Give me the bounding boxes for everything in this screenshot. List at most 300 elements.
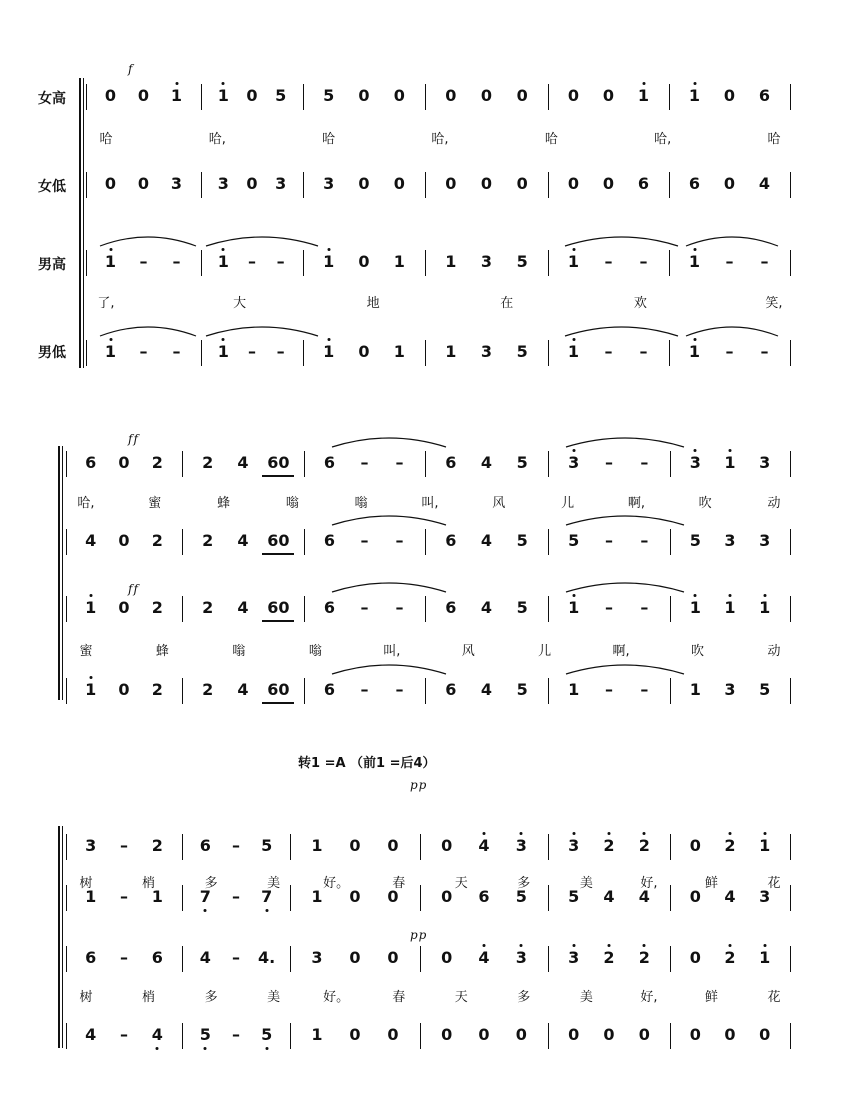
note: 1 [151,887,163,906]
note: 0 [516,174,528,193]
lyric-syllable: 嗡 [285,496,299,511]
note: 2 [202,453,214,472]
note: – [604,252,613,271]
note: – [639,342,648,361]
note: 4 [480,531,493,550]
dynamic-marking: pp [410,928,428,942]
barline [425,529,426,555]
note: 5 [516,252,528,271]
key-change-text: 转1 =A （前1 =后4） [298,756,436,771]
lyric-syllable: 吹 [698,496,712,511]
barline [303,84,304,110]
note: 1 [217,86,229,105]
system-bracket [58,446,60,700]
barline [425,250,426,276]
note: 2 [724,948,736,967]
note: 1 [445,342,457,361]
barline [201,340,202,366]
note: – [395,531,404,550]
note: 0 [393,86,405,105]
note: 1 [323,252,335,271]
lyric-syllable: 梢 [142,876,156,891]
barline [201,250,202,276]
barline [86,250,87,276]
barline [790,834,791,860]
lyric-syllable: 在 [500,296,514,311]
barline [201,172,202,198]
lyric-syllable: 了, [97,296,115,311]
note: 0 [602,86,615,105]
lyric-syllable: 大 [233,296,247,311]
part-label-alto: 女低 [38,179,66,195]
barline [425,451,426,477]
note: 1 [568,598,580,617]
part-label-bass: 男低 [38,345,66,361]
note: – [120,836,128,855]
octave-dot-high [572,449,575,452]
note: 0 [759,1025,771,1044]
eighth-underline [262,620,294,622]
note: 0 [445,174,457,193]
barline [66,1023,67,1049]
slur [100,237,196,246]
note: – [604,342,613,361]
note: 2 [151,531,163,550]
barline [182,885,183,911]
note: – [120,887,128,906]
slur [100,327,196,336]
octave-dot-low [204,1047,207,1050]
note: – [232,948,240,967]
barline [304,596,305,622]
lyric-syllable: 儿 [561,496,575,511]
note: 6 [323,531,336,550]
note: 2 [151,453,163,472]
note: 3 [759,887,771,906]
lyric-syllable: 美 [579,990,593,1005]
dynamic-marking: f [128,62,134,76]
note: 2 [151,680,163,699]
note: 6 [323,598,336,617]
part-label-tenor: 男高 [38,257,66,273]
note: 3 [217,174,229,193]
note: 1 [311,1025,323,1044]
note: 4 [758,174,771,193]
note: 3 [311,948,323,967]
note: 1 [85,680,97,699]
lyric-syllable: 哈, [77,496,95,511]
barline [304,529,305,555]
note: 4 [237,680,249,699]
barline [182,529,183,555]
lyric-syllable: 儿 [538,644,552,659]
barline [86,340,87,366]
octave-dot-high [483,832,486,835]
barline [425,172,426,198]
lyric-syllable: 风 [492,496,506,511]
lyric-syllable: 哈 [322,132,336,147]
note: 7 [261,887,273,906]
note: 6 [199,836,211,855]
barline [66,946,67,972]
part-label-soprano: 女高 [38,91,66,107]
barline [669,340,670,366]
note: 4 [85,531,97,550]
note: 4 [237,598,249,617]
lyric-syllable: 哈, [654,132,672,147]
barline [548,84,549,110]
lyric-syllable: 鲜 [704,876,718,891]
note: 3 [85,836,97,855]
barline [290,946,291,972]
note: 0 [689,948,701,967]
octave-dot-high [572,832,575,835]
barline [66,834,67,860]
note: – [725,342,734,361]
note: 0 [349,836,361,855]
note: 2 [151,836,163,855]
lyric-syllable: 美 [579,876,593,891]
note: 5 [199,1025,211,1044]
slur [566,583,684,592]
note: 1 [85,887,97,906]
system-bracket-thin [62,826,63,1048]
note: – [276,342,285,361]
note: – [248,342,256,361]
barline [182,596,183,622]
lyric-syllable: 天 [454,990,468,1005]
note: 0 [387,887,399,906]
octave-dot-high [642,82,645,85]
note: 4 [480,453,493,472]
note: 0 [689,836,701,855]
barline [790,451,791,477]
note: 4 [724,887,736,906]
note: 3 [480,342,493,361]
lyric-syllable: 多 [204,876,218,891]
barline [548,596,549,622]
slur [686,327,778,336]
octave-dot-high [222,248,225,251]
slur [566,438,684,447]
lyric-syllable: 哈 [99,132,113,147]
note: 1 [311,836,323,855]
octave-dot-high [643,832,646,835]
barline [790,340,791,366]
note: 3 [568,836,580,855]
note: 3 [759,453,771,472]
note: 0 [246,174,258,193]
note: – [725,252,734,271]
barline [548,340,549,366]
octave-dot-high [693,248,696,251]
lyric-syllable: 美 [267,876,281,891]
note: 3 [323,174,335,193]
barline [670,678,671,704]
note: – [232,836,240,855]
barline [670,1023,671,1049]
note: 2 [202,531,214,550]
note: 0 [118,531,130,550]
note: 3 [724,531,736,550]
note: 60 [267,680,290,699]
lyric-syllable: 树 [79,990,93,1005]
note: – [640,453,649,472]
slur [332,665,446,674]
barline [425,596,426,622]
octave-dot-high [89,676,92,679]
note: 1 [85,598,97,617]
barline [201,84,202,110]
note: 6 [85,453,97,472]
barline [790,84,791,110]
note: 0 [689,1025,701,1044]
slur [566,516,684,525]
octave-dot-high [572,944,575,947]
barline [670,885,671,911]
barline [303,250,304,276]
note: 1 [445,252,457,271]
note: 3 [515,836,527,855]
lyric-syllable: 蜜 [79,644,93,659]
barline [182,946,183,972]
note: 2 [724,836,736,855]
note: 4 [237,453,249,472]
note: 1 [104,342,117,361]
barline [290,885,291,911]
note: 0 [724,1025,736,1044]
lyric-syllable: 哈, [208,132,226,147]
note: 2 [638,948,650,967]
slur [206,327,318,336]
note: 6 [758,86,771,105]
lyric-syllable: 花 [767,990,781,1005]
note: 5 [516,598,528,617]
lyric-syllable: 地 [366,296,380,311]
note: 0 [689,887,701,906]
note: 1 [567,252,580,271]
note: 5 [759,680,771,699]
octave-dot-high [572,248,575,251]
barline [182,1023,183,1049]
note: 2 [151,598,163,617]
lyric-syllable: 多 [204,990,218,1005]
note: 0 [349,1025,361,1044]
barline [66,596,67,622]
octave-dot-high [729,449,732,452]
lyric-syllable: 嗡 [232,644,246,659]
note: 5 [275,86,287,105]
note: 4 [603,887,615,906]
lyric-syllable: 动 [767,496,781,511]
octave-dot-high [608,944,611,947]
lyric-syllable: 美 [267,990,281,1005]
note: – [605,531,613,550]
note: 1 [759,836,771,855]
octave-dot-high [89,594,92,597]
note: – [639,252,648,271]
barline [790,885,791,911]
eighth-underline [262,553,294,555]
barline [66,529,67,555]
note: – [276,252,285,271]
note: 0 [387,836,399,855]
octave-dot-high [520,944,523,947]
note: 1 [759,598,771,617]
barline [548,678,549,704]
note: 0 [349,887,361,906]
barline [669,84,670,110]
slur [332,516,446,525]
note: – [172,342,181,361]
note: – [395,598,404,617]
note: 5 [261,836,273,855]
note: 0 [638,1025,650,1044]
octave-dot-high [222,82,225,85]
note: 1 [688,252,701,271]
note: 0 [137,174,150,193]
barline [66,451,67,477]
note: 6 [445,453,457,472]
note: 0 [441,836,453,855]
note: 3 [170,174,183,193]
note: 0 [393,174,405,193]
note: 0 [104,174,117,193]
barline [790,596,791,622]
note: 0 [246,86,258,105]
barline [290,1023,291,1049]
system-bracket [79,78,81,368]
note: 2 [202,598,214,617]
note: 2 [202,680,214,699]
octave-dot-high [572,338,575,341]
note: – [605,598,613,617]
lyric-syllable: 多 [517,876,531,891]
note: – [605,680,613,699]
note: – [120,948,128,967]
dynamic-marking: pp [410,778,428,792]
barline [548,451,549,477]
octave-dot-high [175,82,178,85]
barline [548,1023,549,1049]
note: 1 [217,342,229,361]
lyric-syllable: 动 [767,644,781,659]
note: 5 [516,531,528,550]
note: 4 [480,598,493,617]
note: 1 [323,342,335,361]
octave-dot-high [694,449,697,452]
barline [425,678,426,704]
note: 4. [258,948,276,967]
system-bracket-thin [83,78,84,368]
note: – [360,680,369,699]
barline [670,529,671,555]
barline [420,1023,421,1049]
octave-dot-high [643,944,646,947]
octave-dot-high [729,594,732,597]
lyric-syllable: 哈 [767,132,781,147]
note: 0 [137,86,150,105]
note: 5 [568,887,580,906]
slur [686,237,778,246]
note: 4 [151,1025,163,1044]
barline [548,885,549,911]
lyric-syllable: 春 [392,990,406,1005]
system-bracket-thin [62,446,63,700]
note: 0 [567,86,580,105]
note: 0 [602,174,615,193]
lyric-syllable: 啊, [627,496,645,511]
barline [548,834,549,860]
note: 2 [603,948,615,967]
octave-dot-high [483,944,486,947]
note: 0 [349,948,361,967]
note: 6 [478,887,490,906]
note: 2 [638,836,650,855]
note: 0 [441,1025,453,1044]
note: 1 [724,453,736,472]
note: 1 [689,598,701,617]
octave-dot-high [109,338,112,341]
note: – [120,1025,128,1044]
barline [548,250,549,276]
note: 1 [393,342,405,361]
barline [303,172,304,198]
note: 0 [358,342,370,361]
note: 5 [516,453,528,472]
note: – [232,1025,240,1044]
note: – [640,531,649,550]
lyric-syllable: 蜂 [155,644,169,659]
note: 1 [567,342,580,361]
octave-dot-high [729,832,732,835]
barline [425,340,426,366]
octave-dot-high [222,338,225,341]
lyric-syllable: 好。 [323,876,350,891]
note: 60 [267,598,290,617]
note: – [172,252,181,271]
note: 0 [480,174,493,193]
barline [303,340,304,366]
note: – [395,453,404,472]
note: 1 [568,680,580,699]
barline [420,834,421,860]
note: – [640,680,649,699]
slur [566,665,684,674]
note: – [139,342,148,361]
barline [790,946,791,972]
note: 5 [515,887,527,906]
note: 1 [688,342,701,361]
note: 6 [323,453,336,472]
note: 6 [323,680,336,699]
barline [548,172,549,198]
barline [670,451,671,477]
dynamic-marking: ff [128,582,139,596]
note: 7 [199,887,211,906]
note: – [248,252,256,271]
slur [565,327,678,336]
note: – [360,531,369,550]
barline [290,834,291,860]
note: 5 [516,342,528,361]
note: 0 [515,1025,527,1044]
octave-dot-high [520,832,523,835]
lyric-syllable: 鲜 [704,990,718,1005]
octave-dot-high [763,944,766,947]
note: 6 [85,948,97,967]
barline [790,678,791,704]
